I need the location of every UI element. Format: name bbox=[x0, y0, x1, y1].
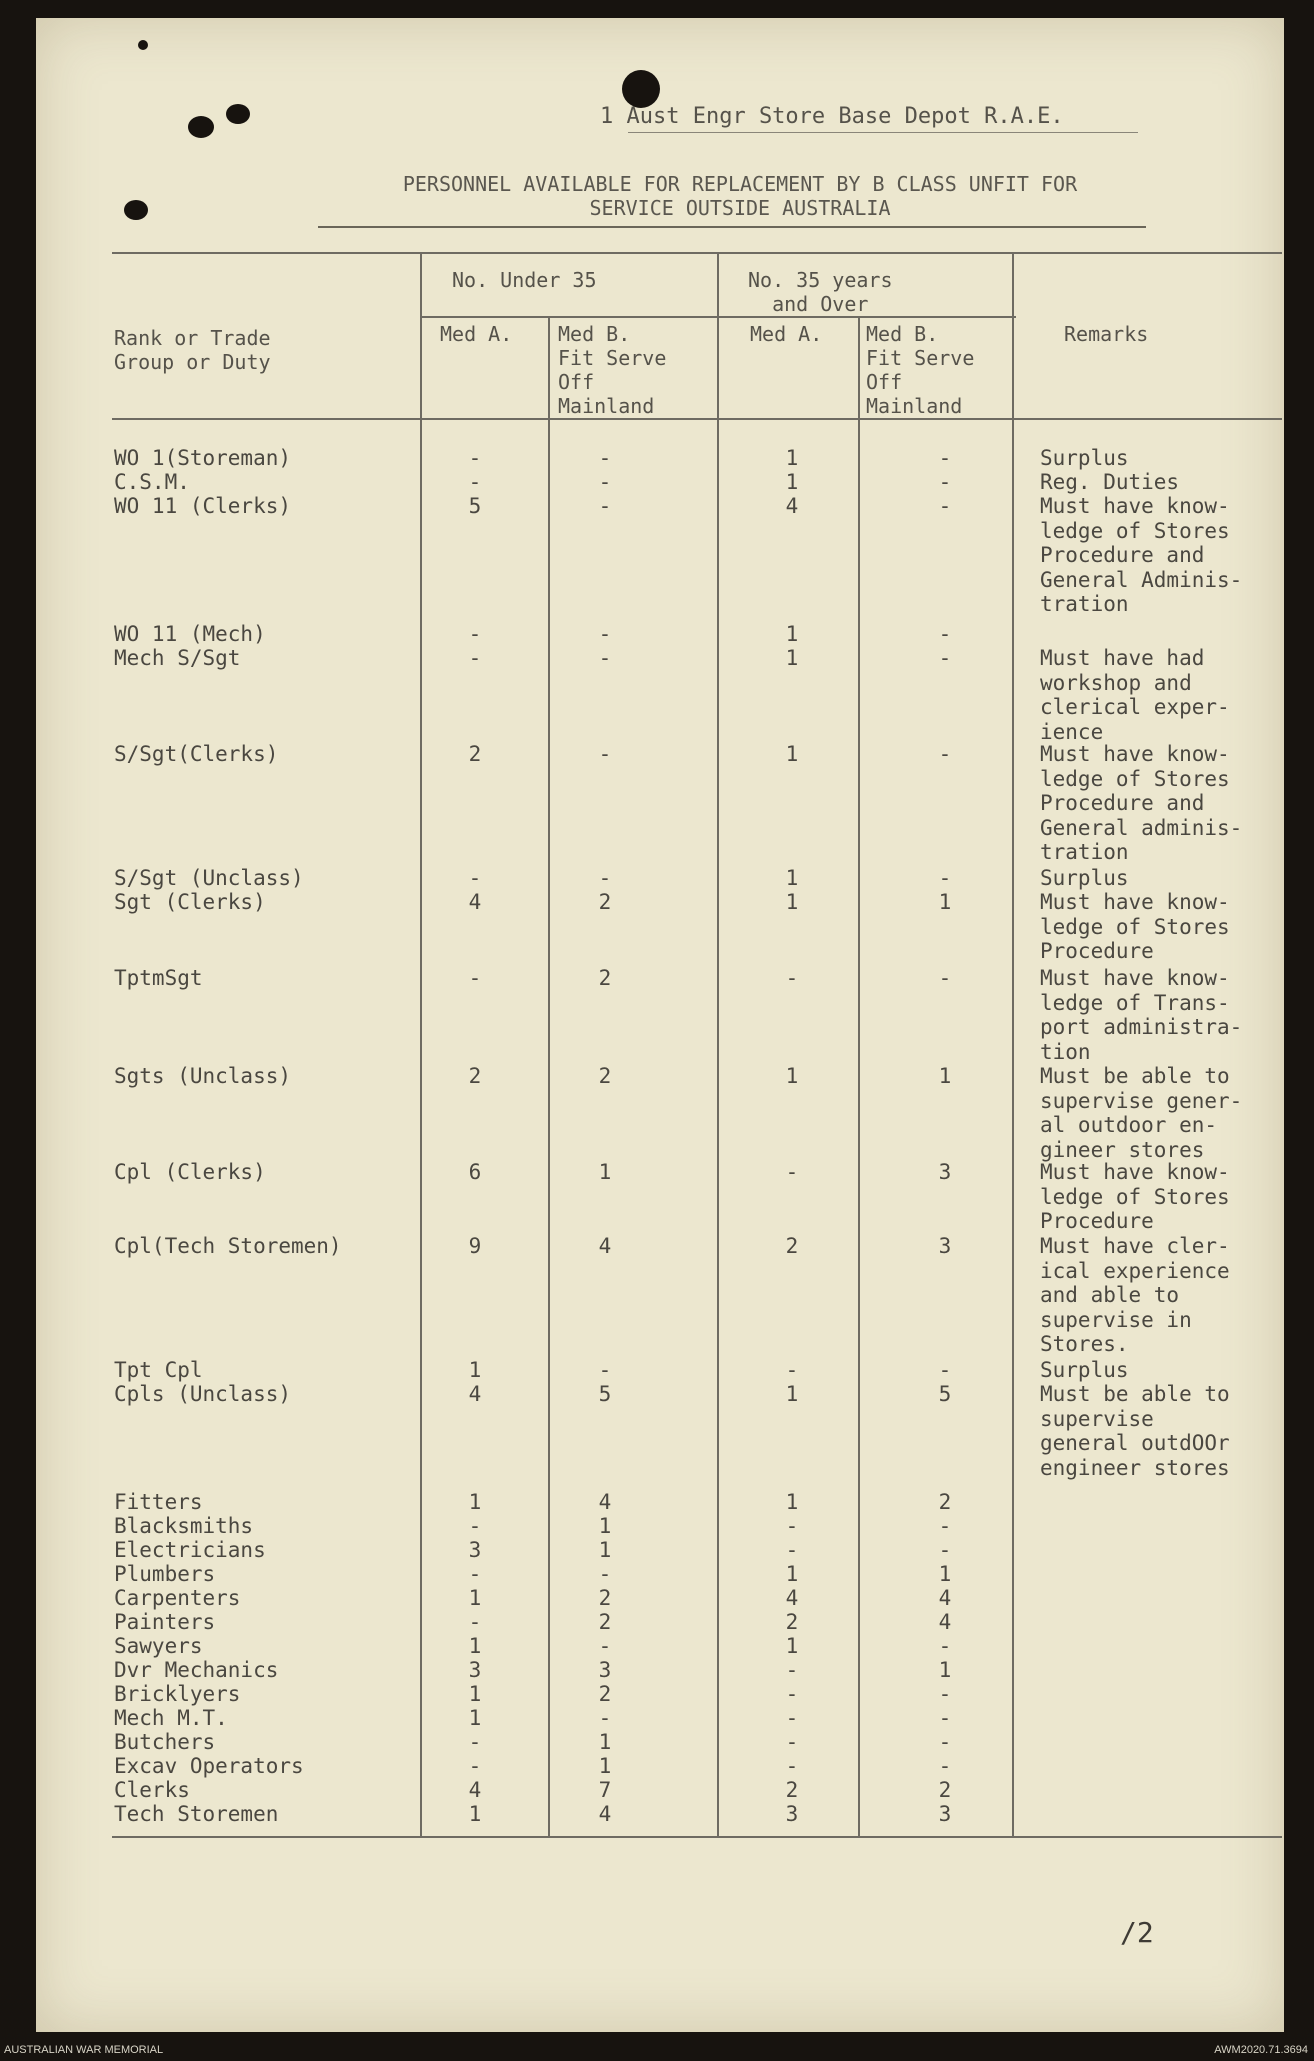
over35-med-b-value: 1 bbox=[938, 1064, 952, 1088]
over35-med-b-value: - bbox=[938, 866, 952, 890]
under35-med-a-value: 1 bbox=[468, 1490, 482, 1514]
header-under-35: No. Under 35 bbox=[452, 268, 597, 292]
header-under35-med-a: Med A. bbox=[440, 322, 513, 346]
over35-med-b-value: - bbox=[938, 966, 952, 990]
under35-med-b-value: 3 bbox=[598, 1658, 612, 1682]
under35-med-a-value: 4 bbox=[468, 890, 482, 914]
over35-med-b-value: - bbox=[938, 1754, 952, 1778]
under35-med-a-value: - bbox=[468, 446, 482, 470]
under35-med-a-value: - bbox=[468, 966, 482, 990]
over35-med-a-value: 1 bbox=[785, 1064, 799, 1088]
over35-med-a-value: 4 bbox=[785, 494, 799, 518]
header-over35-med-b: Med B. Fit Serve Off Mainland bbox=[866, 322, 975, 418]
under35-med-b-value: 2 bbox=[598, 890, 612, 914]
under35-med-a-value: - bbox=[468, 1730, 482, 1754]
under35-med-a-value: 9 bbox=[468, 1234, 482, 1258]
header-under35-med-b: Med B. Fit Serve Off Mainland bbox=[558, 322, 667, 418]
row-label: Sawyers bbox=[114, 1634, 203, 1658]
row-remarks: Surplus bbox=[1040, 866, 1129, 890]
row-label: Cpl(Tech Storemen) bbox=[114, 1234, 342, 1258]
row-label: Sgts (Unclass) bbox=[114, 1064, 292, 1088]
row-remarks: Must have know- ledge of Stores Procedure and General adminis- tration bbox=[1040, 742, 1243, 864]
over35-med-a-value: 3 bbox=[785, 1802, 799, 1826]
under35-med-a-value: 1 bbox=[468, 1682, 482, 1706]
over35-med-b-value: - bbox=[938, 1682, 952, 1706]
under35-med-b-value: 4 bbox=[598, 1802, 612, 1826]
row-label: Tech Storemen bbox=[114, 1802, 279, 1826]
row-label: Cpl (Clerks) bbox=[114, 1160, 266, 1184]
under35-med-a-value: 1 bbox=[468, 1358, 482, 1382]
row-label: Plumbers bbox=[114, 1562, 216, 1586]
under35-med-a-value: 4 bbox=[468, 1778, 482, 1802]
over35-med-b-value: - bbox=[938, 1514, 952, 1538]
over35-med-b-value: 1 bbox=[938, 890, 952, 914]
under35-med-a-value: - bbox=[468, 1754, 482, 1778]
under35-med-b-value: 2 bbox=[598, 1586, 612, 1610]
over35-med-b-value: - bbox=[938, 1358, 952, 1382]
under35-med-b-value: - bbox=[598, 742, 612, 766]
row-label: Tpt Cpl bbox=[114, 1358, 203, 1382]
row-label: Excav Operators bbox=[114, 1754, 304, 1778]
under35-med-b-value: - bbox=[598, 470, 612, 494]
over35-med-a-value: 1 bbox=[785, 866, 799, 890]
row-remarks: Must have know- ledge of Stores Procedure bbox=[1040, 890, 1230, 963]
page-number: /2 bbox=[1120, 1916, 1154, 1949]
over35-med-a-value: 1 bbox=[785, 742, 799, 766]
under35-med-a-value: - bbox=[468, 1514, 482, 1538]
over35-med-a-value: - bbox=[785, 1658, 799, 1682]
over35-med-b-value: 5 bbox=[938, 1382, 952, 1406]
under35-med-b-value: 1 bbox=[598, 1160, 612, 1184]
over35-med-a-value: - bbox=[785, 1754, 799, 1778]
row-label: WO 11 (Clerks) bbox=[114, 494, 292, 518]
under35-med-a-value: 3 bbox=[468, 1658, 482, 1682]
under35-med-b-value: 7 bbox=[598, 1778, 612, 1802]
over35-med-b-value: - bbox=[938, 742, 952, 766]
over35-med-a-value: 1 bbox=[785, 1382, 799, 1406]
under35-med-a-value: 1 bbox=[468, 1586, 482, 1610]
row-label: Fitters bbox=[114, 1490, 203, 1514]
over35-med-b-value: 3 bbox=[938, 1802, 952, 1826]
under35-med-b-value: - bbox=[598, 622, 612, 646]
over35-med-b-value: 4 bbox=[938, 1586, 952, 1610]
row-remarks: Surplus bbox=[1040, 446, 1129, 470]
row-remarks: Must have had workshop and clerical exper- ience bbox=[1040, 646, 1230, 744]
over35-med-a-value: 1 bbox=[785, 1490, 799, 1514]
row-label: S/Sgt (Unclass) bbox=[114, 866, 304, 890]
row-remarks: Must have know- ledge of Stores Procedure and General Adminis- tration bbox=[1040, 494, 1243, 616]
row-label: Clerks bbox=[114, 1778, 190, 1802]
over35-med-b-value: - bbox=[938, 494, 952, 518]
under35-med-a-value: - bbox=[468, 622, 482, 646]
over35-med-b-value: 4 bbox=[938, 1610, 952, 1634]
document-title-line-1: PERSONNEL AVAILABLE FOR REPLACEMENT BY B CLASS UNFIT FOR bbox=[402, 172, 1078, 196]
over35-med-a-value: 2 bbox=[785, 1778, 799, 1802]
under35-med-b-value: 4 bbox=[598, 1490, 612, 1514]
under35-med-a-value: 1 bbox=[468, 1802, 482, 1826]
under35-med-a-value: - bbox=[468, 1562, 482, 1586]
under35-med-b-value: 2 bbox=[598, 966, 612, 990]
row-label: S/Sgt(Clerks) bbox=[114, 742, 279, 766]
over35-med-b-value: 3 bbox=[938, 1160, 952, 1184]
over35-med-a-value: - bbox=[785, 1706, 799, 1730]
row-label: Mech S/Sgt bbox=[114, 646, 241, 670]
under35-med-b-value: 5 bbox=[598, 1382, 612, 1406]
under35-med-a-value: 2 bbox=[468, 1064, 482, 1088]
header-over35-med-a: Med A. bbox=[750, 322, 823, 346]
under35-med-a-value: 2 bbox=[468, 742, 482, 766]
under35-med-b-value: - bbox=[598, 446, 612, 470]
over35-med-a-value: 4 bbox=[785, 1586, 799, 1610]
under35-med-b-value: 2 bbox=[598, 1064, 612, 1088]
row-label: C.S.M. bbox=[114, 470, 190, 494]
archive-id: AWM2020.71.3694 bbox=[1214, 2044, 1308, 2056]
over35-med-b-value: - bbox=[938, 1730, 952, 1754]
under35-med-a-value: - bbox=[468, 866, 482, 890]
under35-med-a-value: 1 bbox=[468, 1634, 482, 1658]
under35-med-b-value: 2 bbox=[598, 1682, 612, 1706]
row-label: Butchers bbox=[114, 1730, 216, 1754]
under35-med-a-value: - bbox=[468, 646, 482, 670]
over35-med-b-value: - bbox=[938, 1634, 952, 1658]
under35-med-b-value: - bbox=[598, 1358, 612, 1382]
over35-med-a-value: 1 bbox=[785, 446, 799, 470]
over35-med-b-value: - bbox=[938, 446, 952, 470]
row-label: Mech M.T. bbox=[114, 1706, 228, 1730]
row-label: Dvr Mechanics bbox=[114, 1658, 279, 1682]
over35-med-a-value: - bbox=[785, 1730, 799, 1754]
over35-med-a-value: - bbox=[785, 1358, 799, 1382]
archive-name: AUSTRALIAN WAR MEMORIAL bbox=[4, 2044, 164, 2056]
row-label: Painters bbox=[114, 1610, 216, 1634]
row-label: Sgt (Clerks) bbox=[114, 890, 266, 914]
over35-med-b-value: 3 bbox=[938, 1234, 952, 1258]
row-remarks: Must have cler- ical experience and able to supervise in Stores. bbox=[1040, 1234, 1230, 1356]
over35-med-a-value: - bbox=[785, 966, 799, 990]
under35-med-b-value: - bbox=[598, 866, 612, 890]
over35-med-a-value: 1 bbox=[785, 646, 799, 670]
under35-med-a-value: - bbox=[468, 1610, 482, 1634]
under35-med-a-value: 6 bbox=[468, 1160, 482, 1184]
under35-med-b-value: - bbox=[598, 646, 612, 670]
under35-med-b-value: 4 bbox=[598, 1234, 612, 1258]
over35-med-a-value: 1 bbox=[785, 1562, 799, 1586]
row-label: TptmSgt bbox=[114, 966, 203, 990]
row-remarks: Must have know- ledge of Trans- port administra- tion bbox=[1040, 966, 1243, 1064]
over35-med-b-value: - bbox=[938, 1706, 952, 1730]
over35-med-b-value: 1 bbox=[938, 1658, 952, 1682]
over35-med-a-value: 1 bbox=[785, 470, 799, 494]
under35-med-b-value: - bbox=[598, 1562, 612, 1586]
over35-med-a-value: - bbox=[785, 1160, 799, 1184]
over35-med-a-value: - bbox=[785, 1538, 799, 1562]
unit-title: 1 Aust Engr Store Base Depot R.A.E. bbox=[600, 104, 1064, 129]
over35-med-a-value: 2 bbox=[785, 1610, 799, 1634]
under35-med-b-value: 1 bbox=[598, 1514, 612, 1538]
under35-med-b-value: 2 bbox=[598, 1610, 612, 1634]
row-label: Bricklyers bbox=[114, 1682, 241, 1706]
row-label: WO 1(Storeman) bbox=[114, 446, 292, 470]
row-remarks: Reg. Duties bbox=[1040, 470, 1180, 494]
over35-med-a-value: 2 bbox=[785, 1234, 799, 1258]
under35-med-b-value: - bbox=[598, 494, 612, 518]
over35-med-b-value: 2 bbox=[938, 1778, 952, 1802]
under35-med-a-value: 3 bbox=[468, 1538, 482, 1562]
over35-med-a-value: 1 bbox=[785, 1634, 799, 1658]
document-title-line-2: SERVICE OUTSIDE AUSTRALIA bbox=[589, 196, 891, 220]
over35-med-a-value: - bbox=[785, 1514, 799, 1538]
under35-med-a-value: 1 bbox=[468, 1706, 482, 1730]
row-remarks: Surplus bbox=[1040, 1358, 1129, 1382]
over35-med-b-value: - bbox=[938, 646, 952, 670]
over35-med-b-value: 2 bbox=[938, 1490, 952, 1514]
row-label: Electricians bbox=[114, 1538, 266, 1562]
row-label: Cpls (Unclass) bbox=[114, 1382, 292, 1406]
over35-med-b-value: - bbox=[938, 1538, 952, 1562]
over35-med-b-value: - bbox=[938, 470, 952, 494]
over35-med-b-value: 1 bbox=[938, 1562, 952, 1586]
over35-med-a-value: - bbox=[785, 1682, 799, 1706]
under35-med-a-value: 4 bbox=[468, 1382, 482, 1406]
header-remarks: Remarks bbox=[1064, 322, 1149, 346]
under35-med-b-value: - bbox=[598, 1634, 612, 1658]
row-remarks: Must be able to supervise general outdOOr engineer stores bbox=[1040, 1382, 1230, 1480]
under35-med-b-value: 1 bbox=[598, 1730, 612, 1754]
under35-med-b-value: - bbox=[598, 1706, 612, 1730]
over35-med-b-value: - bbox=[938, 622, 952, 646]
over35-med-a-value: 1 bbox=[785, 622, 799, 646]
row-label: WO 11 (Mech) bbox=[114, 622, 266, 646]
under35-med-b-value: 1 bbox=[598, 1538, 612, 1562]
under35-med-a-value: - bbox=[468, 470, 482, 494]
header-rank-trade: Rank or Trade Group or Duty bbox=[114, 326, 271, 374]
row-remarks: Must be able to supervise gener- al outdoor en- gineer stores bbox=[1040, 1064, 1243, 1162]
row-remarks: Must have know- ledge of Stores Procedure bbox=[1040, 1160, 1230, 1233]
row-label: Blacksmiths bbox=[114, 1514, 254, 1538]
under35-med-a-value: 5 bbox=[468, 494, 482, 518]
under35-med-b-value: 1 bbox=[598, 1754, 612, 1778]
header-35-and-over: No. 35 years and Over bbox=[748, 268, 893, 316]
row-label: Carpenters bbox=[114, 1586, 241, 1610]
over35-med-a-value: 1 bbox=[785, 890, 799, 914]
